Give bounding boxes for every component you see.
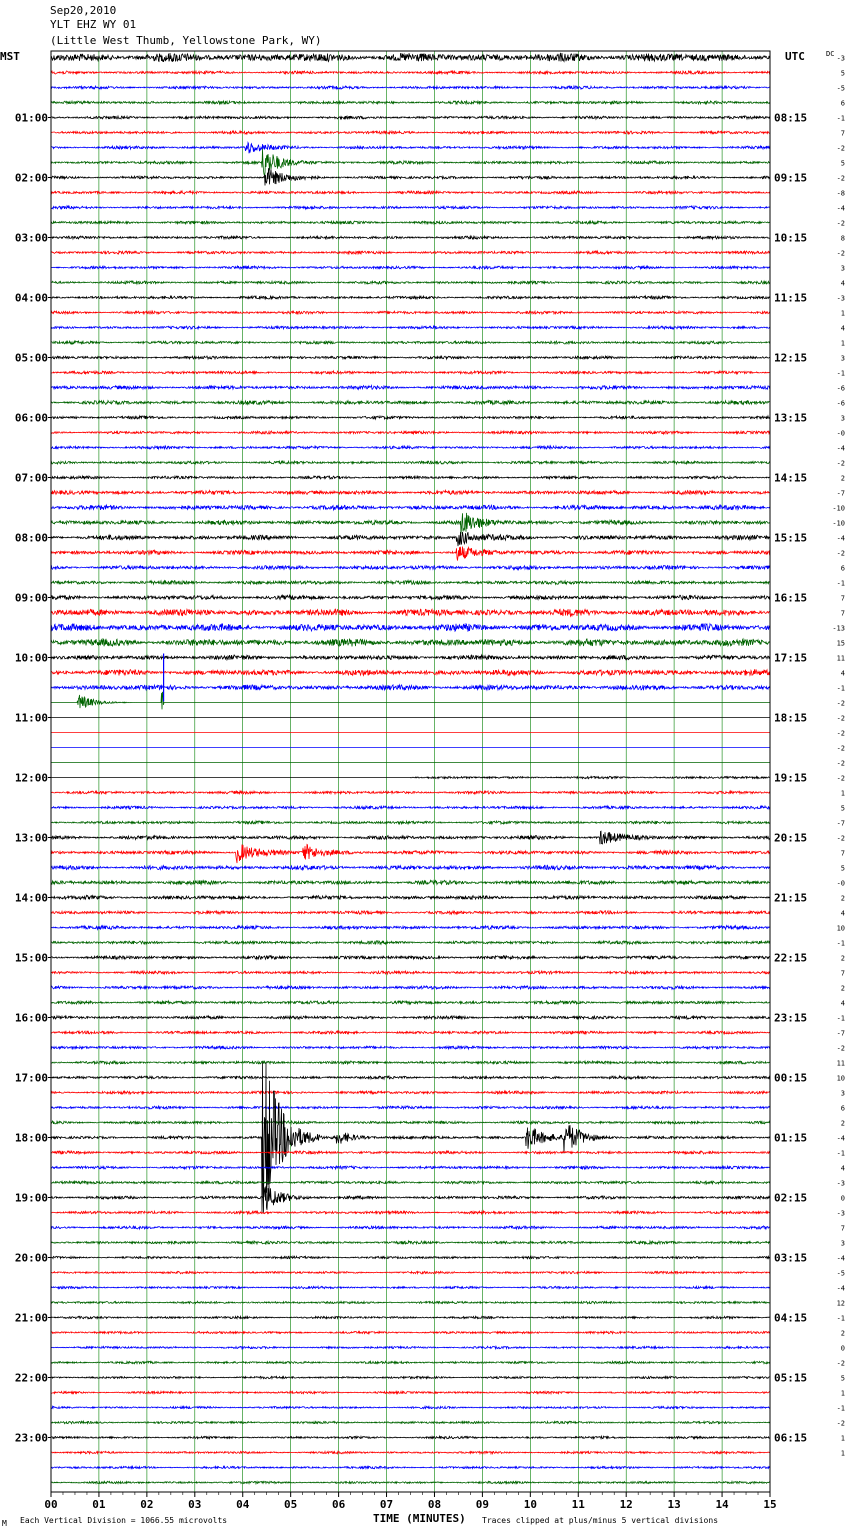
dc-offset-row-48: -2 (836, 774, 845, 783)
hour-label-left: 04:00 (14, 291, 48, 305)
hour-label-right: 06:15 (774, 1431, 808, 1445)
dc-offset-row-6: -2 (836, 144, 845, 153)
dc-offset-row-2: -5 (836, 84, 845, 93)
dc-offset-row-87: -2 (836, 1359, 845, 1368)
dc-offset-row-39: 15 (836, 639, 845, 648)
hour-label-right: 21:15 (774, 891, 808, 905)
trace-row-1 (51, 71, 770, 74)
dc-offset-row-8: -2 (836, 174, 845, 183)
trace-row-72 (51, 1063, 770, 1213)
hour-label-left: 18:00 (14, 1131, 48, 1145)
dc-offset-row-20: 3 (840, 354, 845, 363)
trace-row-48 (51, 776, 770, 778)
trace-row-75 (51, 1181, 770, 1184)
dc-offset-row-77: -3 (836, 1209, 845, 1218)
trace-row-94 (51, 1466, 770, 1468)
trace-row-5 (51, 131, 770, 134)
dc-offset-row-28: 2 (840, 474, 845, 483)
trace-row-0 (51, 53, 770, 62)
dc-offset-row-41: 4 (840, 669, 845, 678)
dc-offset-row-82: -4 (836, 1284, 845, 1293)
dc-offset-row-53: 7 (840, 849, 845, 858)
dc-offset-row-80: -4 (836, 1254, 845, 1263)
trace-row-64 (51, 1016, 770, 1019)
trace-row-6 (51, 143, 770, 154)
hour-label-left: 13:00 (14, 831, 48, 845)
trace-row-67 (51, 1061, 770, 1064)
trace-row-85 (51, 1331, 770, 1333)
dc-offset-row-51: -7 (836, 819, 845, 828)
trace-row-42 (51, 685, 770, 691)
trace-row-19 (51, 341, 770, 344)
dc-offset-row-65: -7 (836, 1029, 845, 1038)
dc-offset-row-26: -4 (836, 444, 845, 453)
dc-offset-row-93: 1 (840, 1449, 845, 1458)
trace-row-91 (51, 1421, 770, 1423)
trace-row-34 (51, 565, 770, 569)
trace-row-25 (51, 431, 770, 434)
hour-label-right: 10:15 (774, 231, 808, 245)
right-timezone-label: UTC (785, 50, 805, 63)
trace-row-40 (51, 655, 770, 660)
dc-offset-row-56: 2 (840, 894, 845, 903)
trace-row-66 (51, 1046, 770, 1049)
left-timezone-label: MST (0, 50, 20, 63)
dc-offset-row-34: 6 (840, 564, 845, 573)
hour-label-left: 05:00 (14, 351, 48, 365)
x-axis (44, 1492, 776, 1511)
trace-row-73 (51, 1151, 770, 1154)
dc-offset-row-59: -1 (836, 939, 845, 948)
dc-offset-row-22: -6 (836, 384, 845, 393)
dc-offset-row-25: -0 (836, 429, 845, 438)
trace-row-11 (51, 221, 770, 224)
x-tick-label-11: 11 (571, 1498, 585, 1511)
trace-row-49 (51, 791, 770, 794)
dc-offset-row-42: -1 (836, 684, 845, 693)
trace-row-3 (51, 101, 770, 104)
dc-offset-row-37: 7 (840, 609, 845, 618)
dc-offset-row-92: 1 (840, 1434, 845, 1443)
dc-offset-row-16: -3 (836, 294, 845, 303)
header-station: YLT EHZ WY 01 (50, 18, 137, 31)
hour-label-right: 05:15 (774, 1371, 808, 1385)
dc-offset-row-29: -7 (836, 489, 845, 498)
hour-label-right: 09:15 (774, 171, 808, 185)
dc-offset-row-57: 4 (840, 909, 845, 918)
trace-row-81 (51, 1271, 770, 1274)
dc-offset-row-73: -1 (836, 1149, 845, 1158)
dc-offset-row-90: -1 (836, 1404, 845, 1413)
trace-row-71 (51, 1121, 770, 1124)
hour-label-right: 04:15 (774, 1311, 808, 1325)
hour-label-left: 12:00 (14, 771, 48, 785)
trace-row-68 (51, 1076, 770, 1079)
trace-row-95 (51, 1481, 770, 1483)
dc-offset-row-38: -13 (832, 624, 845, 633)
dc-offset-row-15: 4 (840, 279, 845, 288)
dc-offset-row-31: -10 (832, 519, 845, 528)
dc-offset-row-4: -1 (836, 114, 845, 123)
dc-offset-row-19: 1 (840, 339, 845, 348)
trace-row-56 (51, 895, 770, 899)
seismic-traces (51, 53, 770, 1484)
dc-offset-row-68: 10 (836, 1074, 845, 1083)
trace-row-93 (51, 1451, 770, 1453)
dc-offset-row-75: -3 (836, 1179, 845, 1188)
x-tick-label-09: 09 (475, 1498, 490, 1511)
trace-row-86 (51, 1346, 770, 1349)
trace-row-74 (51, 1166, 770, 1169)
trace-row-2 (51, 86, 770, 89)
trace-row-88 (51, 1376, 770, 1378)
trace-row-38 (51, 624, 770, 632)
trace-row-15 (51, 281, 770, 284)
trace-row-28 (51, 476, 770, 479)
dc-offset-row-9: -8 (836, 189, 845, 198)
hour-label-right: 20:15 (774, 831, 808, 845)
dc-offset-row-3: 6 (840, 99, 845, 108)
hour-label-left: 06:00 (14, 411, 48, 425)
trace-row-33 (51, 547, 770, 561)
x-tick-label-05: 05 (284, 1498, 298, 1511)
hour-label-right: 02:15 (774, 1191, 808, 1205)
trace-row-52 (51, 831, 770, 844)
trace-row-24 (51, 416, 770, 419)
dc-offset-row-1: 5 (840, 69, 845, 78)
trace-row-83 (51, 1301, 770, 1303)
x-tick-label-02: 02 (140, 1498, 154, 1511)
scale-note: Each Vertical Division = 1066.55 microvolts (20, 1516, 228, 1525)
trace-row-30 (51, 505, 770, 510)
trace-row-35 (51, 581, 770, 585)
trace-row-8 (51, 168, 770, 185)
x-tick-label-12: 12 (619, 1498, 633, 1511)
hour-label-right: 13:15 (774, 411, 808, 425)
trace-row-84 (51, 1316, 770, 1318)
dc-offset-row-30: -10 (832, 504, 845, 513)
trace-row-62 (51, 986, 770, 989)
dc-column-label: DC (826, 50, 835, 58)
dc-offset-row-10: -4 (836, 204, 845, 213)
dc-offset-row-5: 7 (840, 129, 845, 138)
dc-offset-row-55: -0 (836, 879, 845, 888)
dc-offset-row-12: 8 (840, 234, 845, 243)
trace-row-13 (51, 251, 770, 254)
x-tick-label-14: 14 (715, 1498, 729, 1511)
trace-row-4 (51, 116, 770, 119)
trace-row-78 (51, 1226, 770, 1229)
trace-row-77 (51, 1211, 770, 1214)
hour-label-right: 08:15 (774, 111, 808, 125)
trace-row-57 (51, 911, 770, 914)
dc-offset-row-24: 3 (840, 414, 845, 423)
trace-row-37 (51, 609, 770, 616)
trace-row-61 (51, 971, 770, 974)
hour-label-left: 14:00 (14, 891, 48, 905)
trace-row-18 (51, 326, 770, 329)
trace-row-21 (51, 371, 770, 374)
trace-row-60 (51, 956, 770, 960)
x-tick-label-08: 08 (427, 1498, 442, 1511)
trace-row-70 (51, 1106, 770, 1109)
x-tick-label-07: 07 (379, 1498, 394, 1511)
clip-note: Traces clipped at plus/minus 5 vertical divisions (482, 1516, 719, 1525)
dc-offset-row-86: 0 (840, 1344, 845, 1353)
dc-offset-row-54: 5 (840, 864, 845, 873)
dc-offset-row-43: -2 (836, 699, 845, 708)
hour-label-left: 19:00 (14, 1191, 48, 1205)
trace-row-90 (51, 1406, 770, 1408)
dc-offset-row-63: 4 (840, 999, 845, 1008)
hour-label-right: 03:15 (774, 1251, 808, 1265)
trace-row-14 (51, 266, 770, 269)
hour-label-right: 12:15 (774, 351, 808, 365)
hour-label-left: 02:00 (14, 171, 48, 185)
trace-row-16 (51, 296, 770, 299)
trace-row-20 (51, 356, 770, 359)
dc-offset-row-81: -5 (836, 1269, 845, 1278)
x-axis-label: TIME (MINUTES) (373, 1512, 466, 1525)
dc-offset-row-58: 10 (836, 924, 845, 933)
hour-labels-left (15, 112, 51, 1445)
dc-offset-row-69: 3 (840, 1089, 845, 1098)
dc-offset-row-40: 11 (836, 654, 845, 663)
dc-offset-row-91: -2 (836, 1419, 845, 1428)
dc-offset-row-36: 7 (840, 594, 845, 603)
trace-row-31 (51, 513, 770, 534)
trace-row-76 (51, 1186, 770, 1210)
header-date: Sep20,2010 (50, 4, 117, 17)
dc-offset-row-74: 4 (840, 1164, 845, 1173)
hour-label-left: 07:00 (14, 471, 48, 485)
trace-row-10 (51, 206, 770, 209)
trace-row-63 (51, 1001, 770, 1004)
dc-offset-row-44: -2 (836, 714, 845, 723)
dc-offset-labels (832, 55, 845, 1458)
x-tick-label-13: 13 (667, 1498, 681, 1511)
dc-offset-row-62: 2 (840, 984, 845, 993)
x-tick-label-15: 15 (763, 1498, 777, 1511)
dc-offset-row-0: -3 (836, 54, 845, 63)
hour-label-right: 16:15 (774, 591, 808, 605)
hour-label-right: 14:15 (774, 471, 808, 485)
hour-label-left: 21:00 (14, 1311, 48, 1325)
dc-offset-row-14: 3 (840, 264, 845, 273)
dc-offset-row-18: 4 (840, 324, 845, 333)
dc-offset-row-60: 2 (840, 954, 845, 963)
trace-row-58 (51, 926, 770, 930)
hour-label-left: 23:00 (14, 1431, 48, 1445)
trace-row-39 (51, 639, 770, 647)
dc-offset-row-50: 5 (840, 804, 845, 813)
dc-offset-row-32: -4 (836, 534, 845, 543)
hour-labels-right (774, 112, 807, 1445)
dc-offset-row-49: 1 (840, 789, 845, 798)
dc-offset-row-70: 6 (840, 1104, 845, 1113)
hour-label-left: 20:00 (14, 1251, 48, 1265)
trace-row-53 (51, 844, 770, 863)
x-tick-label-06: 06 (331, 1498, 346, 1511)
x-tick-label-10: 10 (523, 1498, 537, 1511)
hour-label-left: 01:00 (14, 111, 48, 125)
hour-label-left: 11:00 (14, 711, 48, 725)
trace-row-17 (51, 311, 770, 314)
hour-label-right: 17:15 (774, 651, 808, 665)
dc-offset-row-83: 12 (836, 1299, 845, 1308)
dc-offset-row-52: -2 (836, 834, 845, 843)
dc-offset-row-13: -2 (836, 249, 845, 258)
hour-label-right: 18:15 (774, 711, 808, 725)
trace-row-54 (51, 865, 770, 870)
dc-offset-row-45: -2 (836, 729, 845, 738)
dc-offset-row-84: -1 (836, 1314, 845, 1323)
hour-label-right: 22:15 (774, 951, 808, 965)
hour-label-right: 00:15 (774, 1071, 808, 1085)
trace-row-32 (51, 532, 770, 546)
hour-label-left: 15:00 (14, 951, 48, 965)
dc-offset-row-64: -1 (836, 1014, 845, 1023)
hour-label-left: 10:00 (14, 651, 48, 665)
dc-offset-row-7: 5 (840, 159, 845, 168)
dc-offset-row-78: 7 (840, 1224, 845, 1233)
hour-label-right: 19:15 (774, 771, 808, 785)
trace-row-27 (51, 461, 770, 464)
trace-row-82 (51, 1286, 770, 1288)
hour-label-right: 15:15 (774, 531, 808, 545)
dc-offset-row-21: -1 (836, 369, 845, 378)
trace-row-9 (51, 191, 770, 194)
trace-row-65 (51, 1031, 770, 1034)
dc-offset-row-46: -2 (836, 744, 845, 753)
trace-row-59 (51, 941, 770, 944)
trace-row-22 (51, 386, 770, 390)
dc-offset-row-17: 1 (840, 309, 845, 318)
dc-offset-row-66: -2 (836, 1044, 845, 1053)
hour-label-left: 09:00 (14, 591, 48, 605)
hour-label-left: 16:00 (14, 1011, 48, 1025)
dc-offset-row-76: 0 (840, 1194, 845, 1203)
dc-offset-row-11: -2 (836, 219, 845, 228)
dc-offset-row-79: 3 (840, 1239, 845, 1248)
dc-offset-row-33: -2 (836, 549, 845, 558)
trace-row-79 (51, 1241, 770, 1244)
trace-row-12 (51, 236, 770, 239)
dc-offset-row-67: 11 (836, 1059, 845, 1068)
hour-label-left: 22:00 (14, 1371, 48, 1385)
dc-offset-row-85: 2 (840, 1329, 845, 1338)
trace-row-55 (51, 880, 770, 884)
dc-offset-row-27: -2 (836, 459, 845, 468)
dc-offset-row-89: 1 (840, 1389, 845, 1398)
dc-offset-row-72: -4 (836, 1134, 845, 1143)
x-tick-label-00: 00 (44, 1498, 58, 1511)
trace-row-23 (51, 401, 770, 405)
hour-label-left: 03:00 (14, 231, 48, 245)
x-tick-label-04: 04 (236, 1498, 250, 1511)
trace-row-36 (51, 595, 770, 600)
trace-row-7 (51, 149, 770, 175)
trace-row-69 (51, 1091, 770, 1094)
x-tick-label-03: 03 (188, 1498, 202, 1511)
dc-offset-row-23: -6 (836, 399, 845, 408)
hour-label-right: 23:15 (774, 1011, 808, 1025)
corner-mark: M (2, 1519, 7, 1528)
trace-row-89 (51, 1391, 770, 1393)
trace-row-29 (51, 490, 770, 494)
hour-label-left: 17:00 (14, 1071, 48, 1085)
trace-row-51 (51, 821, 770, 824)
trace-row-80 (51, 1256, 770, 1258)
trace-row-43 (51, 692, 770, 709)
trace-row-87 (51, 1361, 770, 1363)
hour-label-right: 11:15 (774, 291, 808, 305)
trace-row-50 (51, 806, 770, 809)
header-location: (Little West Thumb, Yellowstone Park, WY) (50, 34, 322, 47)
x-tick-label-01: 01 (92, 1498, 106, 1511)
trace-row-92 (51, 1436, 770, 1438)
dc-offset-row-88: 5 (840, 1374, 845, 1383)
trace-row-26 (51, 446, 770, 449)
trace-row-41 (51, 669, 770, 675)
dc-offset-row-35: -1 (836, 579, 845, 588)
dc-offset-row-47: -2 (836, 759, 845, 768)
hour-label-left: 08:00 (14, 531, 48, 545)
hour-label-right: 01:15 (774, 1131, 808, 1145)
dc-offset-row-61: 7 (840, 969, 845, 978)
dc-offset-row-71: 2 (840, 1119, 845, 1128)
